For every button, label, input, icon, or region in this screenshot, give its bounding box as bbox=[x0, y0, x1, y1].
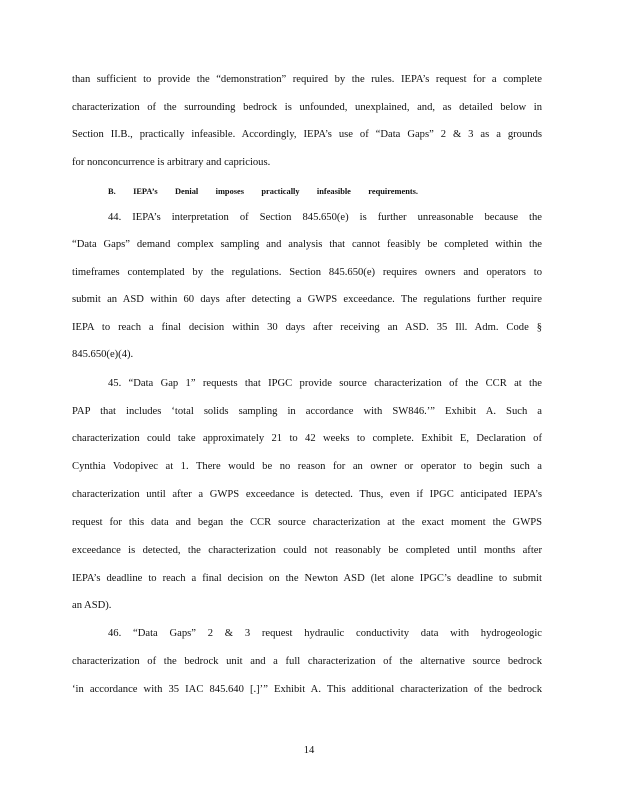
text-line: exceedance is detected, the characterization could not reasonably be completed until months after bbox=[72, 545, 542, 556]
paragraph-46-start: 46. “Data Gaps” 2 & 3 request hydraulic conductivity data with hydrogeologic bbox=[108, 628, 542, 639]
text-line: PAP that includes ‘total solids sampling in accordance with SW846.’” Exhibit A. Such a bbox=[72, 406, 542, 417]
text-line: characterization of the surrounding bedrock is unfounded, unexplained, and, as detailed below in bbox=[72, 102, 542, 113]
text-line: characterization of the bedrock unit and a full characterization of the alternative source bedrock bbox=[72, 656, 542, 667]
text-line: Section II.B., practically infeasible. Accordingly, IEPA’s use of “Data Gaps” 2 & 3 as a grounds bbox=[72, 129, 542, 140]
text-line: for nonconcurrence is arbitrary and capricious. bbox=[72, 157, 271, 168]
text-line: submit an ASD within 60 days after detecting a GWPS exceedance. The regulations further require bbox=[72, 294, 542, 305]
text-line: characterization could take approximately 21 to 42 weeks to complete. Exhibit E, Declaration of bbox=[72, 433, 542, 444]
text-line: characterization until after a GWPS exceedance is detected. Thus, even if IPGC anticipated IEPA’s bbox=[72, 489, 542, 500]
text-line: request for this data and began the CCR source characterization at the exact moment the GWPS bbox=[72, 517, 542, 528]
text-line: IEPA to reach a final decision within 30 days after receiving an ASD. 35 Ill. Adm. Code § bbox=[72, 322, 542, 333]
page-number: 14 bbox=[303, 745, 315, 756]
paragraph-45-start: 45. “Data Gap 1” requests that IPGC provide source characterization of the CCR at the bbox=[108, 378, 542, 389]
text-line: 845.650(e)(4). bbox=[72, 349, 134, 360]
text-line: timeframes contemplated by the regulations. Section 845.650(e) requires owners and operators to bbox=[72, 267, 542, 278]
text-line: an ASD). bbox=[72, 600, 112, 611]
text-line: Cynthia Vodopivec at 1. There would be no reason for an owner or operator to begin such a bbox=[72, 461, 542, 472]
section-heading: B. IEPA’s Denial imposes practically infeasible requirements. bbox=[108, 187, 418, 196]
text-line: ‘in accordance with 35 IAC 845.640 [.]’” Exhibit A. This additional characterization of the bedrock bbox=[72, 684, 542, 695]
paragraph-44-start: 44. IEPA’s interpretation of Section 845.650(e) is further unreasonable because the bbox=[108, 212, 542, 223]
text-line: “Data Gaps” demand complex sampling and analysis that cannot feasibly be completed within the bbox=[72, 239, 542, 250]
text-line: than sufficient to provide the “demonstration” required by the rules. IEPA’s request for a complete bbox=[72, 74, 542, 85]
text-line: IEPA’s deadline to reach a final decision on the Newton ASD (let alone IPGC’s deadline to submit bbox=[72, 573, 542, 584]
